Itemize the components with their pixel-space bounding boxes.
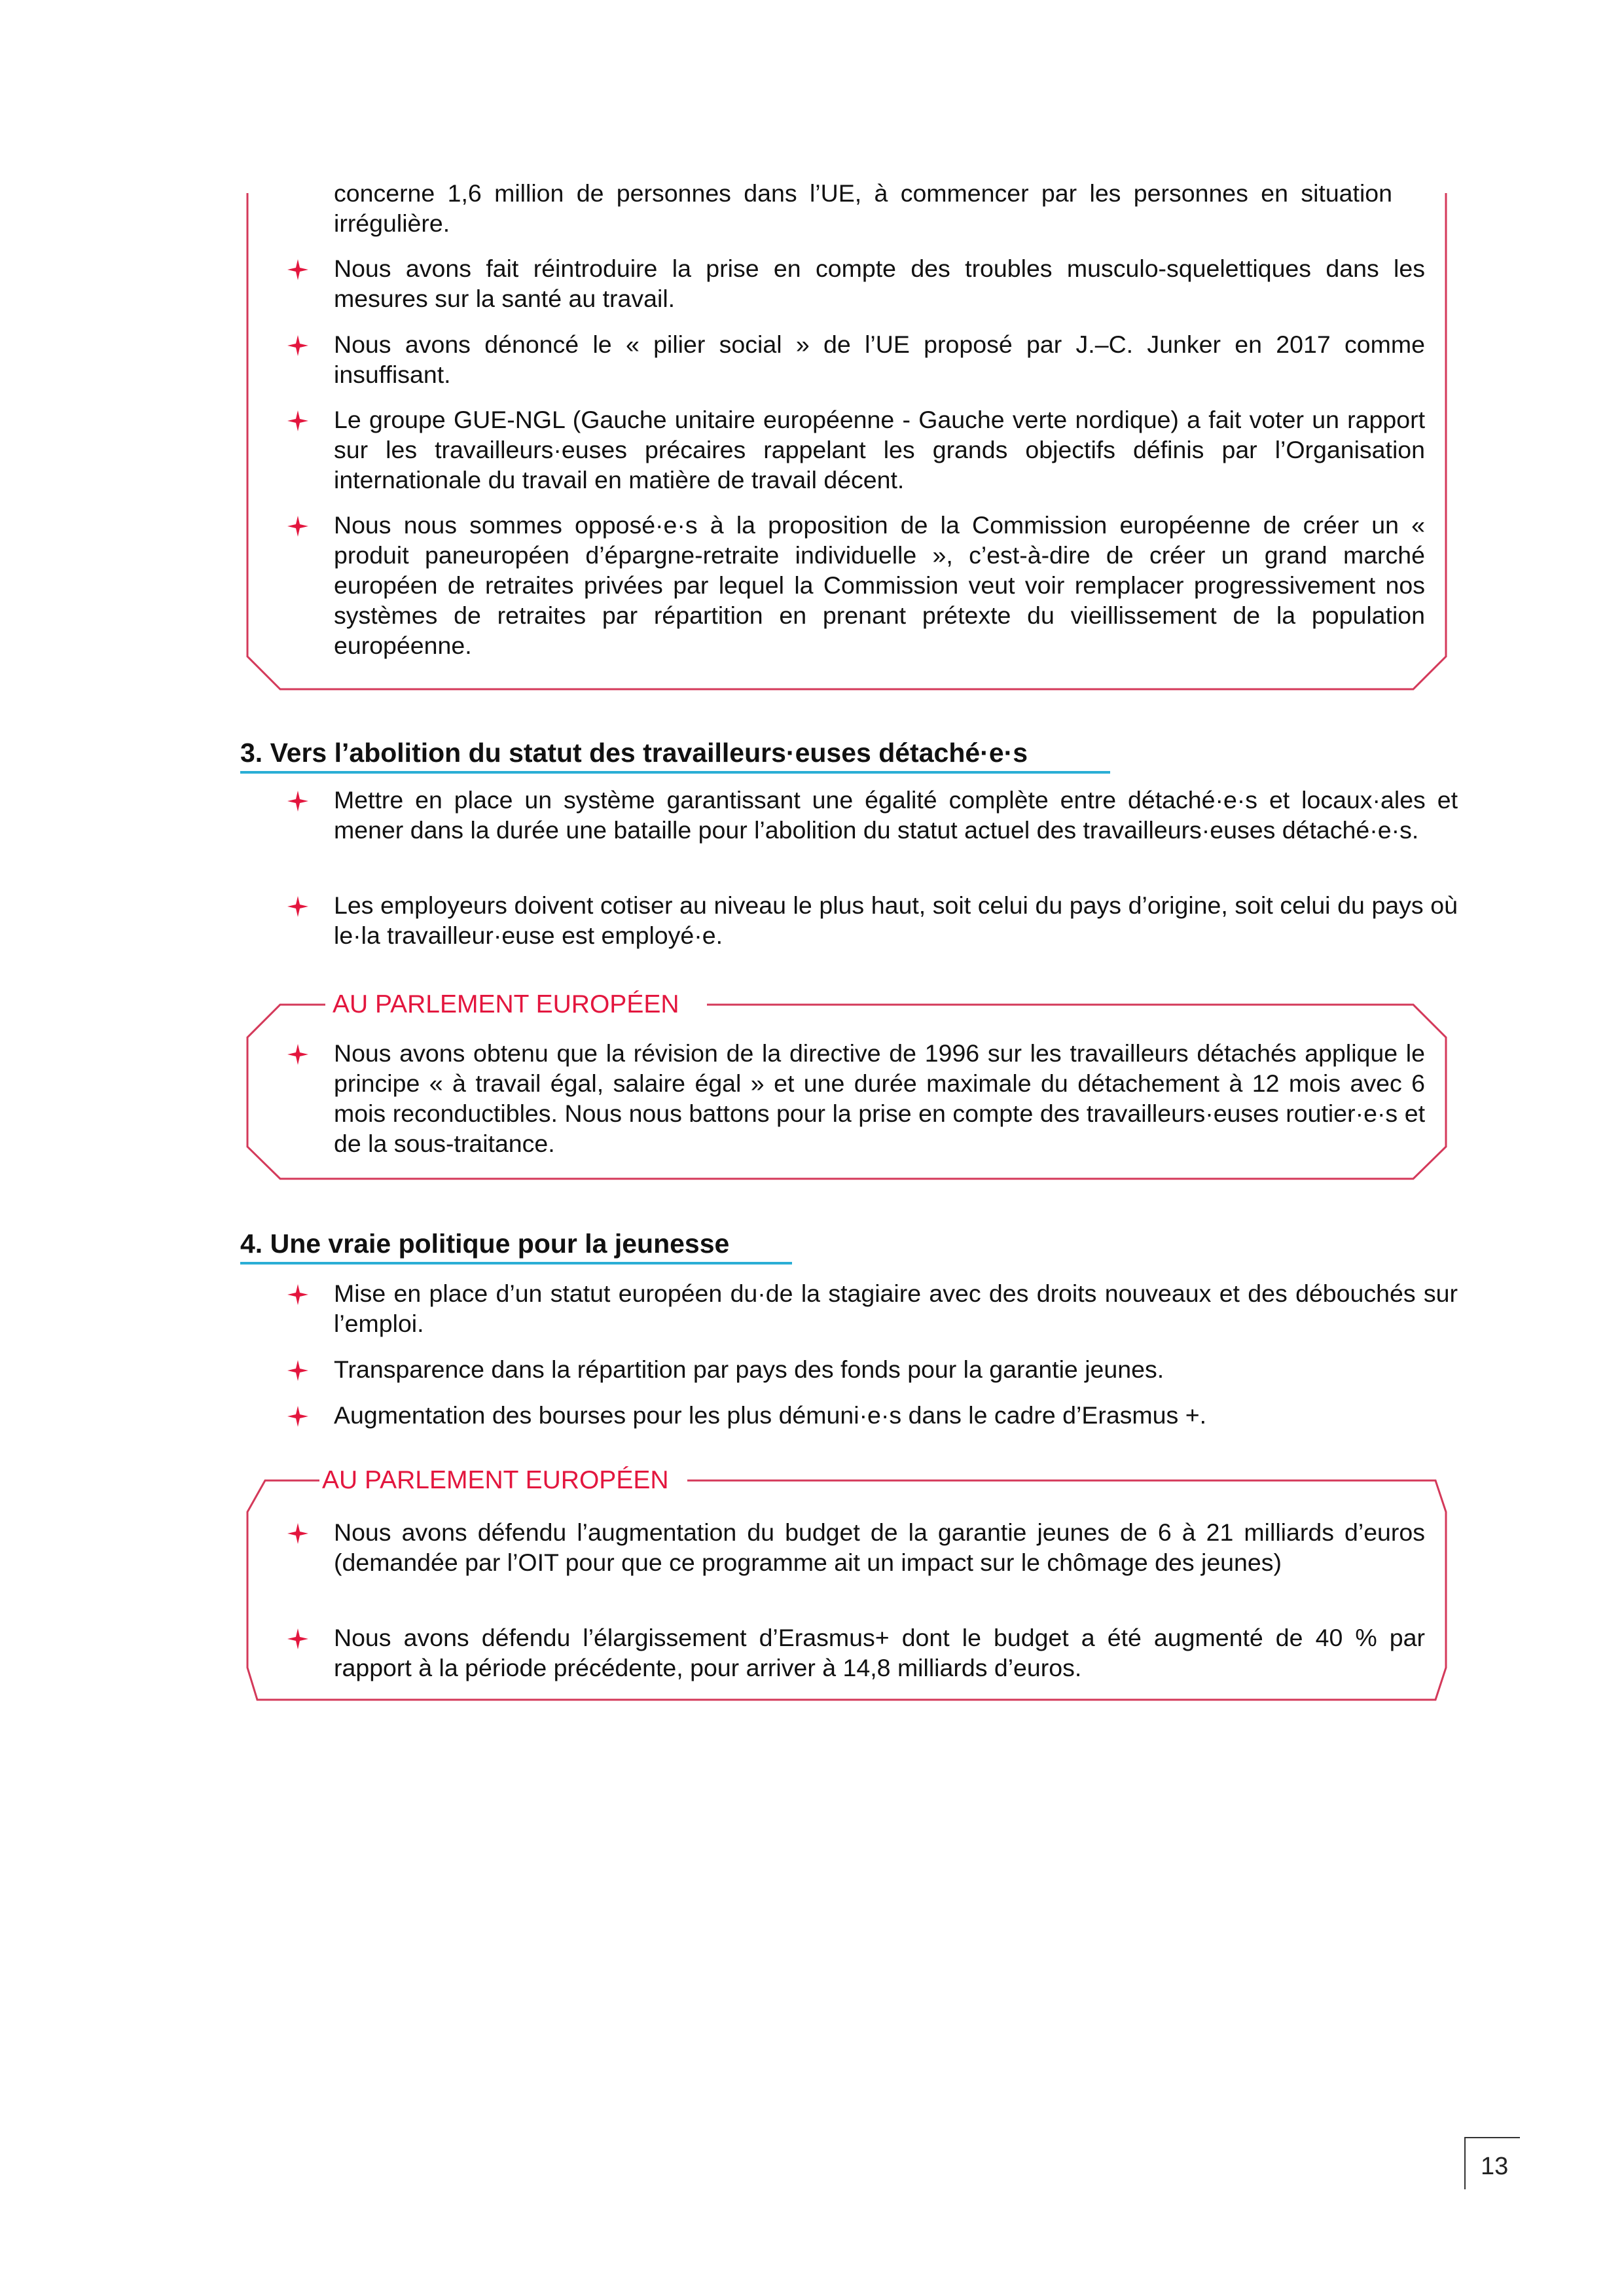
section-3-heading: 3. Vers l’abolition du statut des travailleurs·euses détaché·e·s [240, 738, 1028, 768]
list-item-text: Nous avons défendu l’élargissement d’Erasmus+ dont le budget a été augmenté de 40 % par rapport à la période précédente, pour arriver à 14,8 milliards d’euros. [334, 1624, 1425, 1681]
page-number: 13 [1481, 2153, 1509, 2180]
continued-paragraph: concerne 1,6 million de personnes dans l’UE, à commencer par les personnes en situation irrégulière. [334, 179, 1392, 237]
list-item-text: Nous avons dénoncé le « pilier social » de l’UE proposé par J.–C. Junker en 2017 comme insuffisant. [334, 331, 1425, 388]
section-3-heading-underline [240, 771, 1110, 774]
list-item-text: Transparence dans la répartition par pays des fonds pour la garantie jeunes. [334, 1355, 1164, 1383]
section-4-heading-underline [240, 1262, 792, 1265]
list-item-text: Nous nous sommes opposé·e·s à la proposition de la Commission européenne de créer un « produit paneuropéen d’épargne-retraite individuelle », c’est-à-dire de créer un grand marché européen de retraites privées par lequel la Commission veut voir remplacer progressivement nos systèmes de retraites par répartition en prenant prétexte du vieillissement de la population européenne. [334, 511, 1425, 659]
star-bullet-icon [286, 1627, 310, 1651]
star-bullet-icon [286, 789, 310, 813]
list-item-text: Les employeurs doivent cotiser au niveau le plus haut, soit celui du pays d’origine, soit celui du pays où le·la travailleur·euse est employé·e. [334, 891, 1458, 949]
star-bullet-icon [286, 409, 310, 433]
star-bullet-icon [286, 258, 310, 281]
star-bullet-icon [286, 1359, 310, 1382]
star-bullet-icon [286, 1522, 310, 1545]
list-item-text: Mise en place d’un statut européen du·de la stagiaire avec des droits nouveaux et des débouchés sur l’emploi. [334, 1280, 1458, 1337]
list-item-text: Nous avons obtenu que la révision de la directive de 1996 sur les travailleurs détachés applique le principe « à travail égal, salaire égal » et une durée maximale du détachement à 12 mois avec 6 mois reconductibles. Nous nous battons pour la prise en compte des travailleurs·euses routier·e·s et de la sous-traitance. [334, 1039, 1425, 1157]
star-bullet-icon [286, 1043, 310, 1066]
star-bullet-icon [286, 1405, 310, 1428]
list-item-text: Mettre en place un système garantissant une égalité complète entre détaché·e·s et locaux·ales et mener dans la durée une bataille pour l’abolition du statut actuel des travailleurs·euses détaché·e·s. [334, 786, 1458, 844]
star-bullet-icon [286, 895, 310, 918]
star-bullet-icon [286, 514, 310, 538]
star-bullet-icon [286, 1283, 310, 1306]
parliament-box-label: AU PARLEMENT EUROPÉEN [322, 1466, 669, 1494]
star-bullet-icon [286, 334, 310, 357]
list-item-text: Le groupe GUE-NGL (Gauche unitaire européenne - Gauche verte nordique) a fait voter un rapport sur les travailleurs·euses précaires rappelant les grands objectifs définis par l’Organisation internationale du travail en matière de travail décent. [334, 406, 1425, 493]
list-item-text: Nous avons défendu l’augmentation du budget de la garantie jeunes de 6 à 21 milliards d’euros (demandée par l’OIT pour que ce programme ait un impact sur le chômage des jeunes) [334, 1518, 1425, 1576]
section-4-heading: 4. Une vraie politique pour la jeunesse [240, 1229, 730, 1259]
parliament-box-label: AU PARLEMENT EUROPÉEN [327, 990, 685, 1019]
list-item-text: Nous avons fait réintroduire la prise en compte des troubles musculo-squelettiques dans les mesures sur la santé au travail. [334, 255, 1425, 312]
list-item-text: Augmentation des bourses pour les plus démuni·e·s dans le cadre d’Erasmus +. [334, 1401, 1207, 1429]
